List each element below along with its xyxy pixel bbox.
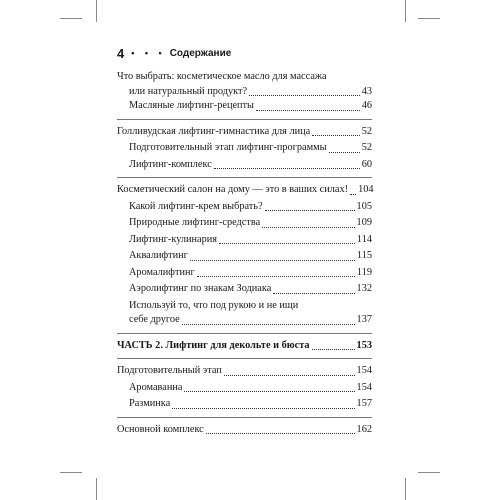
toc-entry-title: Какой лифтинг-крем выбрать?	[129, 200, 263, 212]
crop-mark-right-bottom	[418, 472, 440, 473]
toc-entry	[117, 249, 372, 264]
toc-entry-page: 104	[358, 184, 374, 195]
toc-entry-title: Голливудская лифтинг-гимнастика для лица	[117, 125, 311, 137]
toc-entry-page: 157	[356, 398, 372, 409]
toc-entry	[117, 200, 372, 215]
toc-entry-page: 105	[356, 200, 372, 212]
toc-entry-page: 43	[361, 85, 372, 97]
toc-entry-title: ЧАСТЬ 2. Лифтинг для декольте и бюста	[117, 339, 310, 351]
crop-mark-top-left	[96, 0, 97, 22]
dot-leader	[182, 324, 355, 325]
crop-mark-right-top	[418, 18, 440, 19]
running-header	[117, 44, 231, 62]
section-divider	[117, 358, 372, 359]
toc-entry-title: Масляные лифтинг-рецепты	[129, 100, 254, 111]
header-dots: • • •	[131, 48, 166, 58]
crop-mark-left-top	[60, 18, 82, 19]
toc-entry-page: 119	[356, 266, 372, 278]
toc-entry-page: 114	[356, 233, 372, 245]
toc-entry-title: себе другое	[129, 314, 180, 325]
toc-entry-page: 46	[361, 100, 372, 111]
toc-entry	[117, 158, 372, 173]
toc-entry	[117, 282, 372, 297]
dot-leader	[312, 349, 355, 350]
crop-mark-bottom-right	[405, 478, 406, 500]
dot-leader	[350, 194, 356, 195]
toc-entry-page: 60	[361, 158, 372, 170]
dot-leader	[262, 227, 354, 228]
dot-leader	[329, 152, 360, 153]
toc-entry-page: 52	[361, 142, 372, 153]
toc-entry	[117, 233, 372, 248]
section-divider	[117, 333, 372, 334]
toc-entry-title: Косметический салон на дому — это в ваших силах!	[117, 184, 349, 195]
toc-entry	[117, 299, 372, 328]
header-title: Содержание	[169, 47, 232, 59]
toc-entry-title: Основной комплекс	[117, 423, 204, 435]
toc-entry-title-line1: Что выбрать: косметическое масло для массажа	[117, 71, 327, 82]
crop-mark-top-right	[405, 0, 406, 22]
toc-entry-page: 153	[356, 339, 372, 351]
toc-entry	[117, 70, 372, 99]
dot-leader	[214, 168, 360, 169]
toc-entry-page: 52	[361, 125, 372, 137]
toc-entry	[117, 141, 372, 156]
dot-leader	[172, 408, 354, 409]
dot-leader	[273, 293, 354, 294]
dot-leader	[224, 375, 355, 376]
toc-entry-title: Лифтинг-кулинария	[129, 233, 218, 245]
toc-entry-title: Природные лифтинг-средства	[129, 217, 261, 228]
toc-entry-page: 137	[356, 314, 372, 325]
dot-leader	[249, 95, 360, 96]
toc-entry-page: 154	[356, 365, 372, 376]
section-divider	[117, 417, 372, 418]
toc-entry	[117, 183, 372, 198]
toc-entry-page: 115	[356, 250, 372, 261]
toc-entry-title: или натуральный продукт?	[129, 85, 248, 97]
toc-entry-page: 162	[356, 423, 372, 435]
toc-entry-title: Подготовительный этап лифтинг-программы	[129, 142, 327, 153]
toc-entry	[117, 99, 372, 114]
table-of-contents	[117, 70, 372, 437]
toc-entry-page: 132	[356, 283, 372, 294]
toc-entry-title: Аэролифтинг по знакам Зодиака	[129, 283, 272, 294]
toc-entry-title: Аромаванна	[129, 381, 183, 393]
crop-mark-left-bottom	[60, 472, 82, 473]
dot-leader	[256, 110, 360, 111]
section-divider	[117, 119, 372, 120]
toc-entry-title: Подготовительный этап	[117, 365, 222, 376]
toc-entry	[117, 423, 372, 438]
toc-entry	[117, 397, 372, 412]
dot-leader	[312, 135, 359, 136]
toc-entry-title: Аквалифтинг	[129, 250, 188, 261]
toc-entry	[117, 381, 372, 396]
crop-mark-bottom-left	[96, 478, 97, 500]
page-number: 4	[117, 45, 125, 61]
dot-leader	[206, 433, 355, 434]
dot-leader	[197, 276, 355, 277]
toc-entry	[117, 364, 372, 379]
section-divider	[117, 177, 372, 178]
toc-entry-title: Разминка	[129, 398, 171, 409]
toc-entry	[117, 216, 372, 231]
toc-entry-page: 154	[356, 381, 372, 393]
dot-leader	[190, 260, 355, 261]
toc-entry-page: 109	[356, 217, 372, 228]
toc-entry-title-line1: Используй то, что под рукою и не ищи	[129, 299, 299, 311]
dot-leader	[265, 210, 355, 211]
dot-leader	[184, 391, 354, 392]
toc-entry-title: Аромалифтинг	[129, 266, 195, 278]
toc-entry	[117, 125, 372, 140]
dot-leader	[219, 243, 355, 244]
toc-entry-title: Лифтинг-комплекс	[129, 158, 212, 170]
toc-part-heading	[117, 339, 372, 354]
toc-entry	[117, 266, 372, 281]
